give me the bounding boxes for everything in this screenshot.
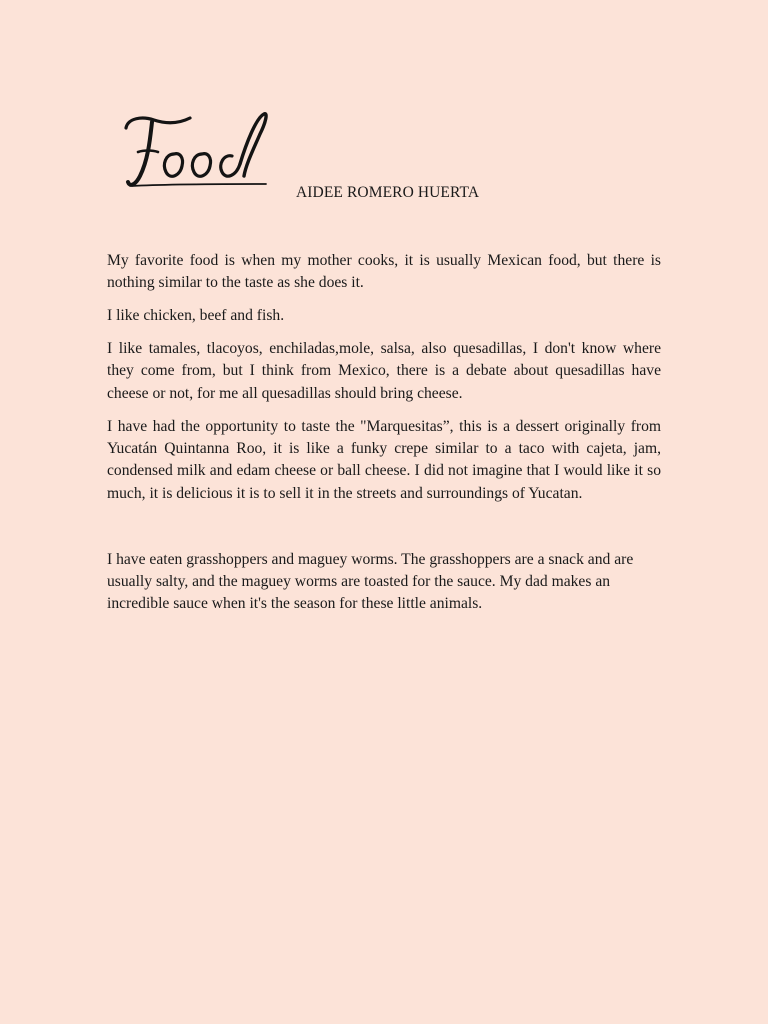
food-script-lettering <box>118 104 274 196</box>
paragraph-meats: I like chicken, beef and fish. <box>107 307 285 325</box>
paragraph-marquesitas: I have had the opportunity to taste the "Marquesitas”, this is a dessert originally from Yucatán Quintanna Roo, it is like a funky crepe similar to a taco with cajeta, jam, condensed milk and edam cheese or ball cheese. I did not imagine that I would like it so much, it is delicious it is to sell it in the streets and surroundings of Yucatan. <box>107 417 661 502</box>
paragraph-mexican-dishes: I like tamales, tlacoyos, enchiladas,mole, salsa, also quesadillas, I don't know where they come from, but I think from Mexico, there is a debate about quesadillas have cheese or not, for me all quesadillas should bring cheese. <box>107 340 661 402</box>
title-script-logo <box>118 104 274 196</box>
document-body <box>107 250 661 626</box>
paragraph-favorite-food: My favorite food is when my mother cooks, it is usually Mexican food, but there is nothing similar to the taste as she does it. <box>107 252 661 292</box>
paragraph-spacer <box>107 516 661 549</box>
author-name: AIDEE ROMERO HUERTA <box>296 184 480 201</box>
paragraph-grasshoppers: I have eaten grasshoppers and maguey worms. The grasshoppers are a snack and are usually salty, and the maguey worms are toasted for the sauce. My dad makes an incredible sauce when it's the season for these little animals. <box>107 550 634 613</box>
